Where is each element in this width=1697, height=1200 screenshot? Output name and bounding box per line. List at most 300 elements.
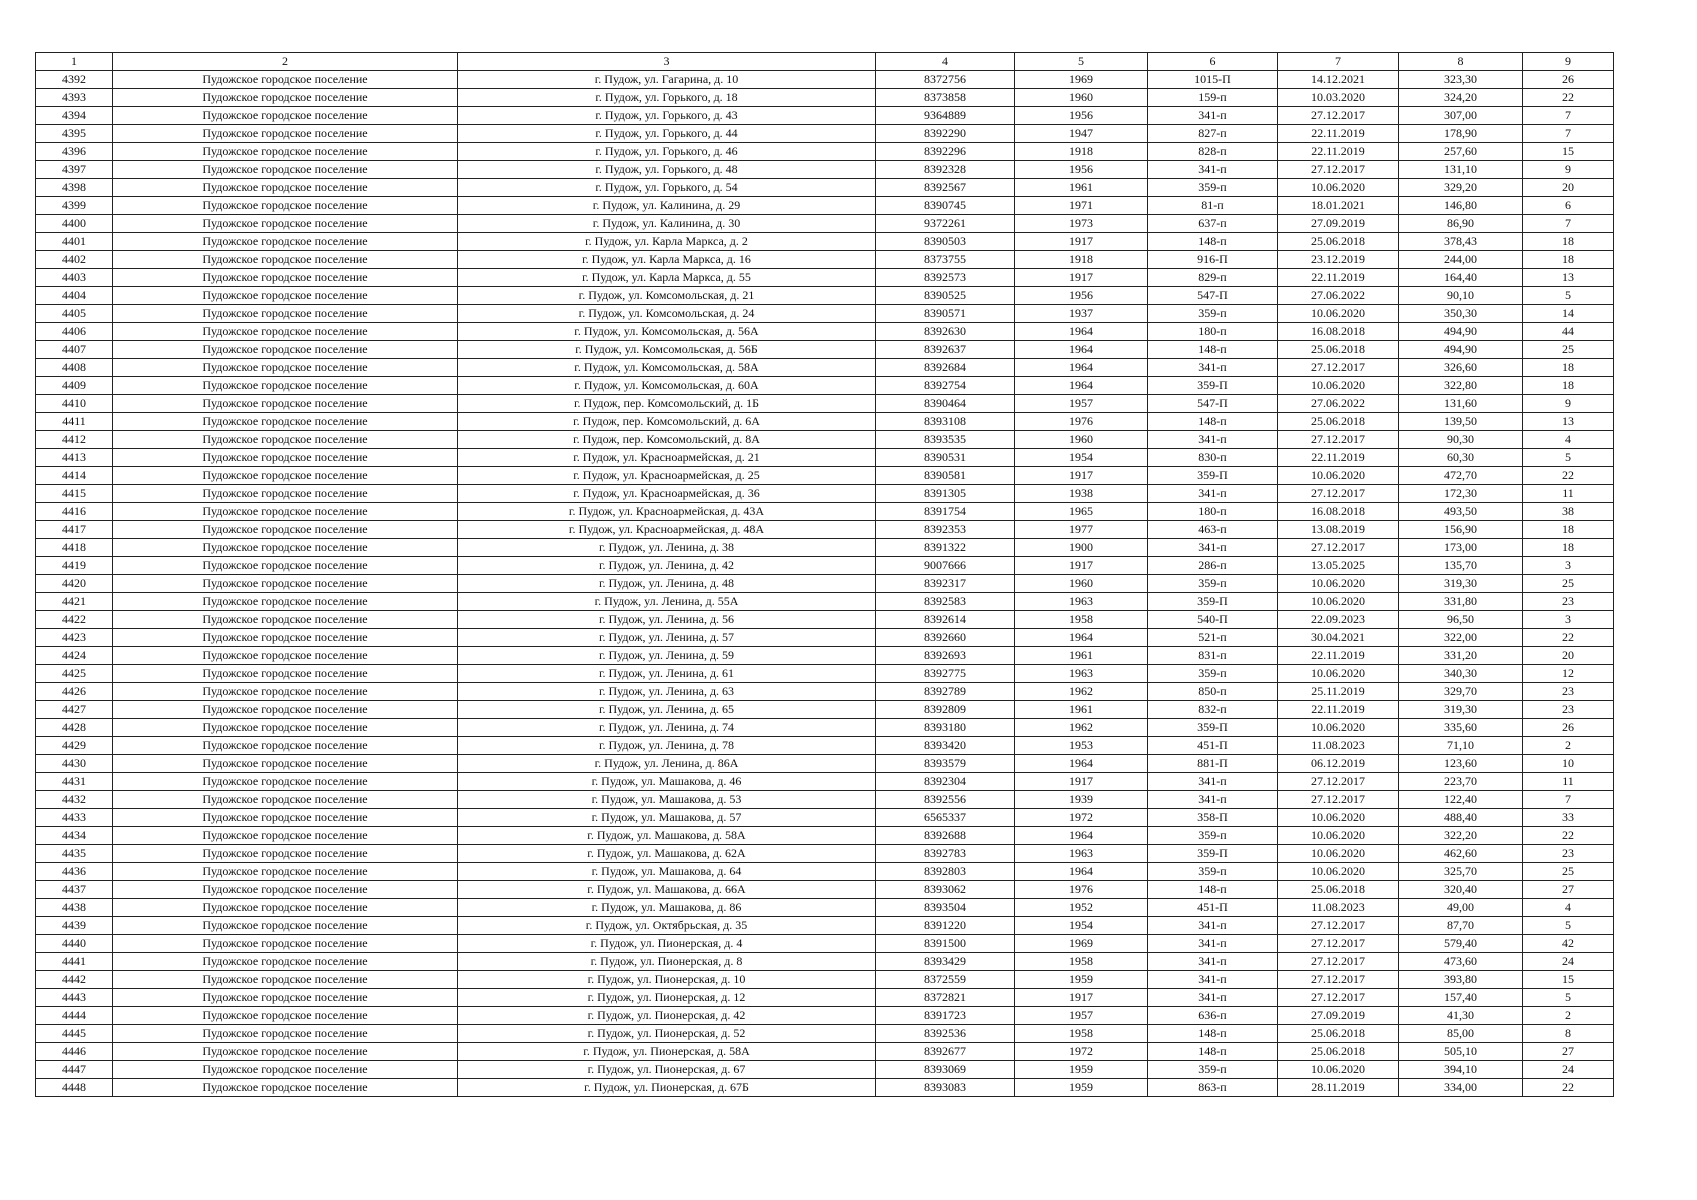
code-cell: 8390531: [876, 449, 1015, 467]
row-number-cell: 4447: [36, 1061, 113, 1079]
settlement-cell: Пудожское городское поселение: [113, 143, 458, 161]
date-cell: 27.12.2017: [1278, 431, 1399, 449]
table-row: [36, 1079, 1614, 1097]
date-cell: 28.11.2019: [1278, 1079, 1399, 1097]
settlement-cell: Пудожское городское поселение: [113, 539, 458, 557]
count-cell: 11: [1523, 485, 1614, 503]
year-cell: 1963: [1015, 665, 1148, 683]
table-row: [36, 737, 1614, 755]
row-number-cell: 4407: [36, 341, 113, 359]
decision-number-cell: 359-п: [1148, 665, 1278, 683]
row-number-cell: 4419: [36, 557, 113, 575]
decision-number-cell: 358-П: [1148, 809, 1278, 827]
row-number-cell: 4411: [36, 413, 113, 431]
row-number-cell: 4433: [36, 809, 113, 827]
table-row: [36, 89, 1614, 107]
settlement-cell: Пудожское городское поселение: [113, 71, 458, 89]
table-row: [36, 755, 1614, 773]
area-cell: 172,30: [1399, 485, 1523, 503]
year-cell: 1973: [1015, 215, 1148, 233]
decision-number-cell: 359-п: [1148, 575, 1278, 593]
count-cell: 5: [1523, 449, 1614, 467]
date-cell: 10.03.2020: [1278, 89, 1399, 107]
year-cell: 1917: [1015, 989, 1148, 1007]
decision-number-cell: 359-П: [1148, 593, 1278, 611]
year-cell: 1937: [1015, 305, 1148, 323]
settlement-cell: Пудожское городское поселение: [113, 233, 458, 251]
date-cell: 18.01.2021: [1278, 197, 1399, 215]
address-cell: г. Пудож, ул. Гагарина, д. 10: [458, 71, 876, 89]
decision-number-cell: 148-п: [1148, 233, 1278, 251]
year-cell: 1957: [1015, 1007, 1148, 1025]
code-cell: 9364889: [876, 107, 1015, 125]
table-row: [36, 953, 1614, 971]
decision-number-cell: 636-п: [1148, 1007, 1278, 1025]
settlement-cell: Пудожское городское поселение: [113, 647, 458, 665]
code-cell: 8373755: [876, 251, 1015, 269]
address-cell: г. Пудож, ул. Машакова, д. 64: [458, 863, 876, 881]
row-number-cell: 4410: [36, 395, 113, 413]
year-cell: 1959: [1015, 971, 1148, 989]
year-cell: 1964: [1015, 755, 1148, 773]
row-number-cell: 4400: [36, 215, 113, 233]
row-number-cell: 4403: [36, 269, 113, 287]
row-number-cell: 4402: [36, 251, 113, 269]
address-cell: г. Пудож, ул. Октябрьская, д. 35: [458, 917, 876, 935]
area-cell: 335,60: [1399, 719, 1523, 737]
table-row: [36, 899, 1614, 917]
year-cell: 1917: [1015, 557, 1148, 575]
row-number-cell: 4448: [36, 1079, 113, 1097]
area-cell: 324,20: [1399, 89, 1523, 107]
code-cell: 8392660: [876, 629, 1015, 647]
table-row: [36, 683, 1614, 701]
row-number-cell: 4437: [36, 881, 113, 899]
date-cell: 13.05.2025: [1278, 557, 1399, 575]
row-number-cell: 4423: [36, 629, 113, 647]
table-row: [36, 305, 1614, 323]
date-cell: 25.06.2018: [1278, 413, 1399, 431]
decision-number-cell: 148-п: [1148, 1025, 1278, 1043]
row-number-cell: 4426: [36, 683, 113, 701]
row-number-cell: 4427: [36, 701, 113, 719]
decision-number-cell: 637-п: [1148, 215, 1278, 233]
year-cell: 1900: [1015, 539, 1148, 557]
table-row: [36, 1007, 1614, 1025]
code-cell: 8372559: [876, 971, 1015, 989]
address-cell: г. Пудож, ул. Ленина, д. 86А: [458, 755, 876, 773]
header-cell: 4: [876, 53, 1015, 71]
date-cell: 10.06.2020: [1278, 593, 1399, 611]
area-cell: 257,60: [1399, 143, 1523, 161]
header-cell: 1: [36, 53, 113, 71]
year-cell: 1964: [1015, 863, 1148, 881]
address-cell: г. Пудож, ул. Горького, д. 48: [458, 161, 876, 179]
date-cell: 10.06.2020: [1278, 305, 1399, 323]
code-cell: 8392583: [876, 593, 1015, 611]
area-cell: 462,60: [1399, 845, 1523, 863]
count-cell: 18: [1523, 521, 1614, 539]
count-cell: 15: [1523, 971, 1614, 989]
row-number-cell: 4442: [36, 971, 113, 989]
settlement-cell: Пудожское городское поселение: [113, 827, 458, 845]
count-cell: 22: [1523, 629, 1614, 647]
decision-number-cell: 341-п: [1148, 773, 1278, 791]
table-row: [36, 485, 1614, 503]
address-cell: г. Пудож, ул. Ленина, д. 61: [458, 665, 876, 683]
code-cell: 8393579: [876, 755, 1015, 773]
count-cell: 8: [1523, 1025, 1614, 1043]
date-cell: 23.12.2019: [1278, 251, 1399, 269]
date-cell: 22.11.2019: [1278, 701, 1399, 719]
date-cell: 16.08.2018: [1278, 503, 1399, 521]
code-cell: 8390503: [876, 233, 1015, 251]
settlement-cell: Пудожское городское поселение: [113, 215, 458, 233]
row-number-cell: 4434: [36, 827, 113, 845]
row-number-cell: 4413: [36, 449, 113, 467]
count-cell: 22: [1523, 89, 1614, 107]
date-cell: 22.11.2019: [1278, 647, 1399, 665]
decision-number-cell: 451-П: [1148, 899, 1278, 917]
area-cell: 378,43: [1399, 233, 1523, 251]
count-cell: 5: [1523, 287, 1614, 305]
settlement-cell: Пудожское городское поселение: [113, 899, 458, 917]
decision-number-cell: 286-п: [1148, 557, 1278, 575]
table-row: [36, 287, 1614, 305]
decision-number-cell: 341-п: [1148, 431, 1278, 449]
settlement-cell: Пудожское городское поселение: [113, 575, 458, 593]
settlement-cell: Пудожское городское поселение: [113, 431, 458, 449]
settlement-cell: Пудожское городское поселение: [113, 557, 458, 575]
date-cell: 27.09.2019: [1278, 215, 1399, 233]
settlement-cell: Пудожское городское поселение: [113, 809, 458, 827]
row-number-cell: 4417: [36, 521, 113, 539]
decision-number-cell: 341-п: [1148, 485, 1278, 503]
address-cell: г. Пудож, ул. Комсомольская, д. 56А: [458, 323, 876, 341]
address-cell: г. Пудож, ул. Карла Маркса, д. 2: [458, 233, 876, 251]
code-cell: 8390571: [876, 305, 1015, 323]
row-number-cell: 4445: [36, 1025, 113, 1043]
count-cell: 6: [1523, 197, 1614, 215]
count-cell: 18: [1523, 539, 1614, 557]
date-cell: 10.06.2020: [1278, 575, 1399, 593]
decision-number-cell: 359-П: [1148, 845, 1278, 863]
area-cell: 322,20: [1399, 827, 1523, 845]
date-cell: 22.11.2019: [1278, 449, 1399, 467]
count-cell: 33: [1523, 809, 1614, 827]
area-cell: 322,80: [1399, 377, 1523, 395]
count-cell: 25: [1523, 863, 1614, 881]
table-row: [36, 323, 1614, 341]
address-cell: г. Пудож, ул. Ленина, д. 42: [458, 557, 876, 575]
address-cell: г. Пудож, ул. Горького, д. 18: [458, 89, 876, 107]
count-cell: 20: [1523, 179, 1614, 197]
year-cell: 1918: [1015, 251, 1148, 269]
table-row: [36, 377, 1614, 395]
year-cell: 1956: [1015, 287, 1148, 305]
year-cell: 1969: [1015, 71, 1148, 89]
count-cell: 23: [1523, 683, 1614, 701]
date-cell: 10.06.2020: [1278, 809, 1399, 827]
year-cell: 1962: [1015, 683, 1148, 701]
address-cell: г. Пудож, ул. Ленина, д. 38: [458, 539, 876, 557]
address-cell: г. Пудож, ул. Ленина, д. 63: [458, 683, 876, 701]
date-cell: 27.12.2017: [1278, 359, 1399, 377]
address-cell: г. Пудож, ул. Карла Маркса, д. 16: [458, 251, 876, 269]
decision-number-cell: 881-П: [1148, 755, 1278, 773]
area-cell: 156,90: [1399, 521, 1523, 539]
row-number-cell: 4395: [36, 125, 113, 143]
date-cell: 27.12.2017: [1278, 161, 1399, 179]
table-row: [36, 395, 1614, 413]
decision-number-cell: 540-П: [1148, 611, 1278, 629]
decision-number-cell: 829-п: [1148, 269, 1278, 287]
address-cell: г. Пудож, ул. Машакова, д. 62А: [458, 845, 876, 863]
table-row: [36, 143, 1614, 161]
address-cell: г. Пудож, ул. Пионерская, д. 58А: [458, 1043, 876, 1061]
table-row: [36, 269, 1614, 287]
code-cell: 8392693: [876, 647, 1015, 665]
count-cell: 18: [1523, 251, 1614, 269]
code-cell: 8392567: [876, 179, 1015, 197]
year-cell: 1962: [1015, 719, 1148, 737]
count-cell: 2: [1523, 737, 1614, 755]
decision-number-cell: 341-п: [1148, 971, 1278, 989]
code-cell: 8392789: [876, 683, 1015, 701]
decision-number-cell: 341-п: [1148, 791, 1278, 809]
settlement-cell: Пудожское городское поселение: [113, 449, 458, 467]
area-cell: 329,70: [1399, 683, 1523, 701]
area-cell: 139,50: [1399, 413, 1523, 431]
address-cell: г. Пудож, ул. Комсомольская, д. 58А: [458, 359, 876, 377]
decision-number-cell: 827-п: [1148, 125, 1278, 143]
document-page: [35, 52, 1614, 1097]
settlement-cell: Пудожское городское поселение: [113, 197, 458, 215]
row-number-cell: 4429: [36, 737, 113, 755]
year-cell: 1917: [1015, 773, 1148, 791]
settlement-cell: Пудожское городское поселение: [113, 629, 458, 647]
count-cell: 14: [1523, 305, 1614, 323]
data-table: [35, 52, 1614, 1097]
code-cell: 8392630: [876, 323, 1015, 341]
code-cell: 8392353: [876, 521, 1015, 539]
count-cell: 2: [1523, 1007, 1614, 1025]
table-row: [36, 665, 1614, 683]
header-cell: 3: [458, 53, 876, 71]
code-cell: 8392290: [876, 125, 1015, 143]
year-cell: 1952: [1015, 899, 1148, 917]
table-row: [36, 71, 1614, 89]
table-row: [36, 917, 1614, 935]
code-cell: 8392556: [876, 791, 1015, 809]
date-cell: 25.06.2018: [1278, 1025, 1399, 1043]
settlement-cell: Пудожское городское поселение: [113, 161, 458, 179]
count-cell: 7: [1523, 791, 1614, 809]
code-cell: 8392614: [876, 611, 1015, 629]
table-row: [36, 827, 1614, 845]
table-row: [36, 215, 1614, 233]
date-cell: 22.09.2023: [1278, 611, 1399, 629]
code-cell: 9007666: [876, 557, 1015, 575]
decision-number-cell: 359-п: [1148, 179, 1278, 197]
code-cell: 8390581: [876, 467, 1015, 485]
date-cell: 27.12.2017: [1278, 953, 1399, 971]
settlement-cell: Пудожское городское поселение: [113, 719, 458, 737]
area-cell: 494,90: [1399, 323, 1523, 341]
settlement-cell: Пудожское городское поселение: [113, 485, 458, 503]
settlement-cell: Пудожское городское поселение: [113, 935, 458, 953]
count-cell: 3: [1523, 557, 1614, 575]
year-cell: 1959: [1015, 1079, 1148, 1097]
table-header-row: [36, 53, 1614, 71]
code-cell: 8391322: [876, 539, 1015, 557]
row-number-cell: 4398: [36, 179, 113, 197]
code-cell: 8390525: [876, 287, 1015, 305]
table-row: [36, 611, 1614, 629]
area-cell: 86,90: [1399, 215, 1523, 233]
settlement-cell: Пудожское городское поселение: [113, 89, 458, 107]
settlement-cell: Пудожское городское поселение: [113, 737, 458, 755]
address-cell: г. Пудож, ул. Пионерская, д. 10: [458, 971, 876, 989]
count-cell: 22: [1523, 1079, 1614, 1097]
table-row: [36, 107, 1614, 125]
table-row: [36, 1043, 1614, 1061]
header-cell: 2: [113, 53, 458, 71]
code-cell: 8391723: [876, 1007, 1015, 1025]
count-cell: 4: [1523, 431, 1614, 449]
code-cell: 8393062: [876, 881, 1015, 899]
area-cell: 579,40: [1399, 935, 1523, 953]
address-cell: г. Пудож, ул. Машакова, д. 66А: [458, 881, 876, 899]
date-cell: 25.06.2018: [1278, 881, 1399, 899]
code-cell: 8390745: [876, 197, 1015, 215]
row-number-cell: 4399: [36, 197, 113, 215]
table-row: [36, 989, 1614, 1007]
count-cell: 9: [1523, 395, 1614, 413]
row-number-cell: 4436: [36, 863, 113, 881]
date-cell: 10.06.2020: [1278, 1061, 1399, 1079]
area-cell: 505,10: [1399, 1043, 1523, 1061]
area-cell: 325,70: [1399, 863, 1523, 881]
area-cell: 326,60: [1399, 359, 1523, 377]
date-cell: 27.09.2019: [1278, 1007, 1399, 1025]
row-number-cell: 4418: [36, 539, 113, 557]
area-cell: 135,70: [1399, 557, 1523, 575]
count-cell: 10: [1523, 755, 1614, 773]
table-row: [36, 647, 1614, 665]
date-cell: 10.06.2020: [1278, 179, 1399, 197]
area-cell: 334,00: [1399, 1079, 1523, 1097]
date-cell: 27.06.2022: [1278, 287, 1399, 305]
year-cell: 1960: [1015, 89, 1148, 107]
year-cell: 1976: [1015, 413, 1148, 431]
code-cell: 8393420: [876, 737, 1015, 755]
code-cell: 8392684: [876, 359, 1015, 377]
row-number-cell: 4408: [36, 359, 113, 377]
settlement-cell: Пудожское городское поселение: [113, 665, 458, 683]
decision-number-cell: 359-п: [1148, 827, 1278, 845]
address-cell: г. Пудож, ул. Красноармейская, д. 25: [458, 467, 876, 485]
header-cell: 9: [1523, 53, 1614, 71]
code-cell: 8393504: [876, 899, 1015, 917]
count-cell: 23: [1523, 845, 1614, 863]
row-number-cell: 4396: [36, 143, 113, 161]
settlement-cell: Пудожское городское поселение: [113, 503, 458, 521]
header-cell: 8: [1399, 53, 1523, 71]
table-row: [36, 845, 1614, 863]
area-cell: 473,60: [1399, 953, 1523, 971]
row-number-cell: 4412: [36, 431, 113, 449]
count-cell: 11: [1523, 773, 1614, 791]
address-cell: г. Пудож, ул. Комсомольская, д. 21: [458, 287, 876, 305]
code-cell: 8392637: [876, 341, 1015, 359]
count-cell: 22: [1523, 467, 1614, 485]
date-cell: 27.12.2017: [1278, 773, 1399, 791]
count-cell: 3: [1523, 611, 1614, 629]
area-cell: 223,70: [1399, 773, 1523, 791]
table-row: [36, 467, 1614, 485]
table-row: [36, 503, 1614, 521]
settlement-cell: Пудожское городское поселение: [113, 755, 458, 773]
date-cell: 25.06.2018: [1278, 1043, 1399, 1061]
year-cell: 1954: [1015, 449, 1148, 467]
area-cell: 320,40: [1399, 881, 1523, 899]
settlement-cell: Пудожское городское поселение: [113, 971, 458, 989]
address-cell: г. Пудож, ул. Ленина, д. 55А: [458, 593, 876, 611]
year-cell: 1961: [1015, 701, 1148, 719]
address-cell: г. Пудож, пер. Комсомольский, д. 1Б: [458, 395, 876, 413]
decision-number-cell: 547-П: [1148, 287, 1278, 305]
address-cell: г. Пудож, ул. Пионерская, д. 67: [458, 1061, 876, 1079]
address-cell: г. Пудож, ул. Красноармейская, д. 21: [458, 449, 876, 467]
row-number-cell: 4428: [36, 719, 113, 737]
settlement-cell: Пудожское городское поселение: [113, 773, 458, 791]
area-cell: 393,80: [1399, 971, 1523, 989]
year-cell: 1961: [1015, 179, 1148, 197]
decision-number-cell: 863-п: [1148, 1079, 1278, 1097]
row-number-cell: 4422: [36, 611, 113, 629]
table-row: [36, 125, 1614, 143]
year-cell: 1954: [1015, 917, 1148, 935]
settlement-cell: Пудожское городское поселение: [113, 359, 458, 377]
settlement-cell: Пудожское городское поселение: [113, 611, 458, 629]
code-cell: 8393108: [876, 413, 1015, 431]
area-cell: 472,70: [1399, 467, 1523, 485]
year-cell: 1917: [1015, 233, 1148, 251]
address-cell: г. Пудож, ул. Горького, д. 44: [458, 125, 876, 143]
settlement-cell: Пудожское городское поселение: [113, 989, 458, 1007]
settlement-cell: Пудожское городское поселение: [113, 287, 458, 305]
code-cell: 8392803: [876, 863, 1015, 881]
decision-number-cell: 148-п: [1148, 341, 1278, 359]
row-number-cell: 4401: [36, 233, 113, 251]
area-cell: 49,00: [1399, 899, 1523, 917]
code-cell: 8392573: [876, 269, 1015, 287]
decision-number-cell: 341-п: [1148, 917, 1278, 935]
area-cell: 173,00: [1399, 539, 1523, 557]
code-cell: 8392809: [876, 701, 1015, 719]
count-cell: 42: [1523, 935, 1614, 953]
settlement-cell: Пудожское городское поселение: [113, 179, 458, 197]
date-cell: 25.06.2018: [1278, 233, 1399, 251]
table-row: [36, 881, 1614, 899]
code-cell: 8391305: [876, 485, 1015, 503]
row-number-cell: 4425: [36, 665, 113, 683]
table-row: [36, 557, 1614, 575]
settlement-cell: Пудожское городское поселение: [113, 125, 458, 143]
code-cell: 8392536: [876, 1025, 1015, 1043]
area-cell: 123,60: [1399, 755, 1523, 773]
